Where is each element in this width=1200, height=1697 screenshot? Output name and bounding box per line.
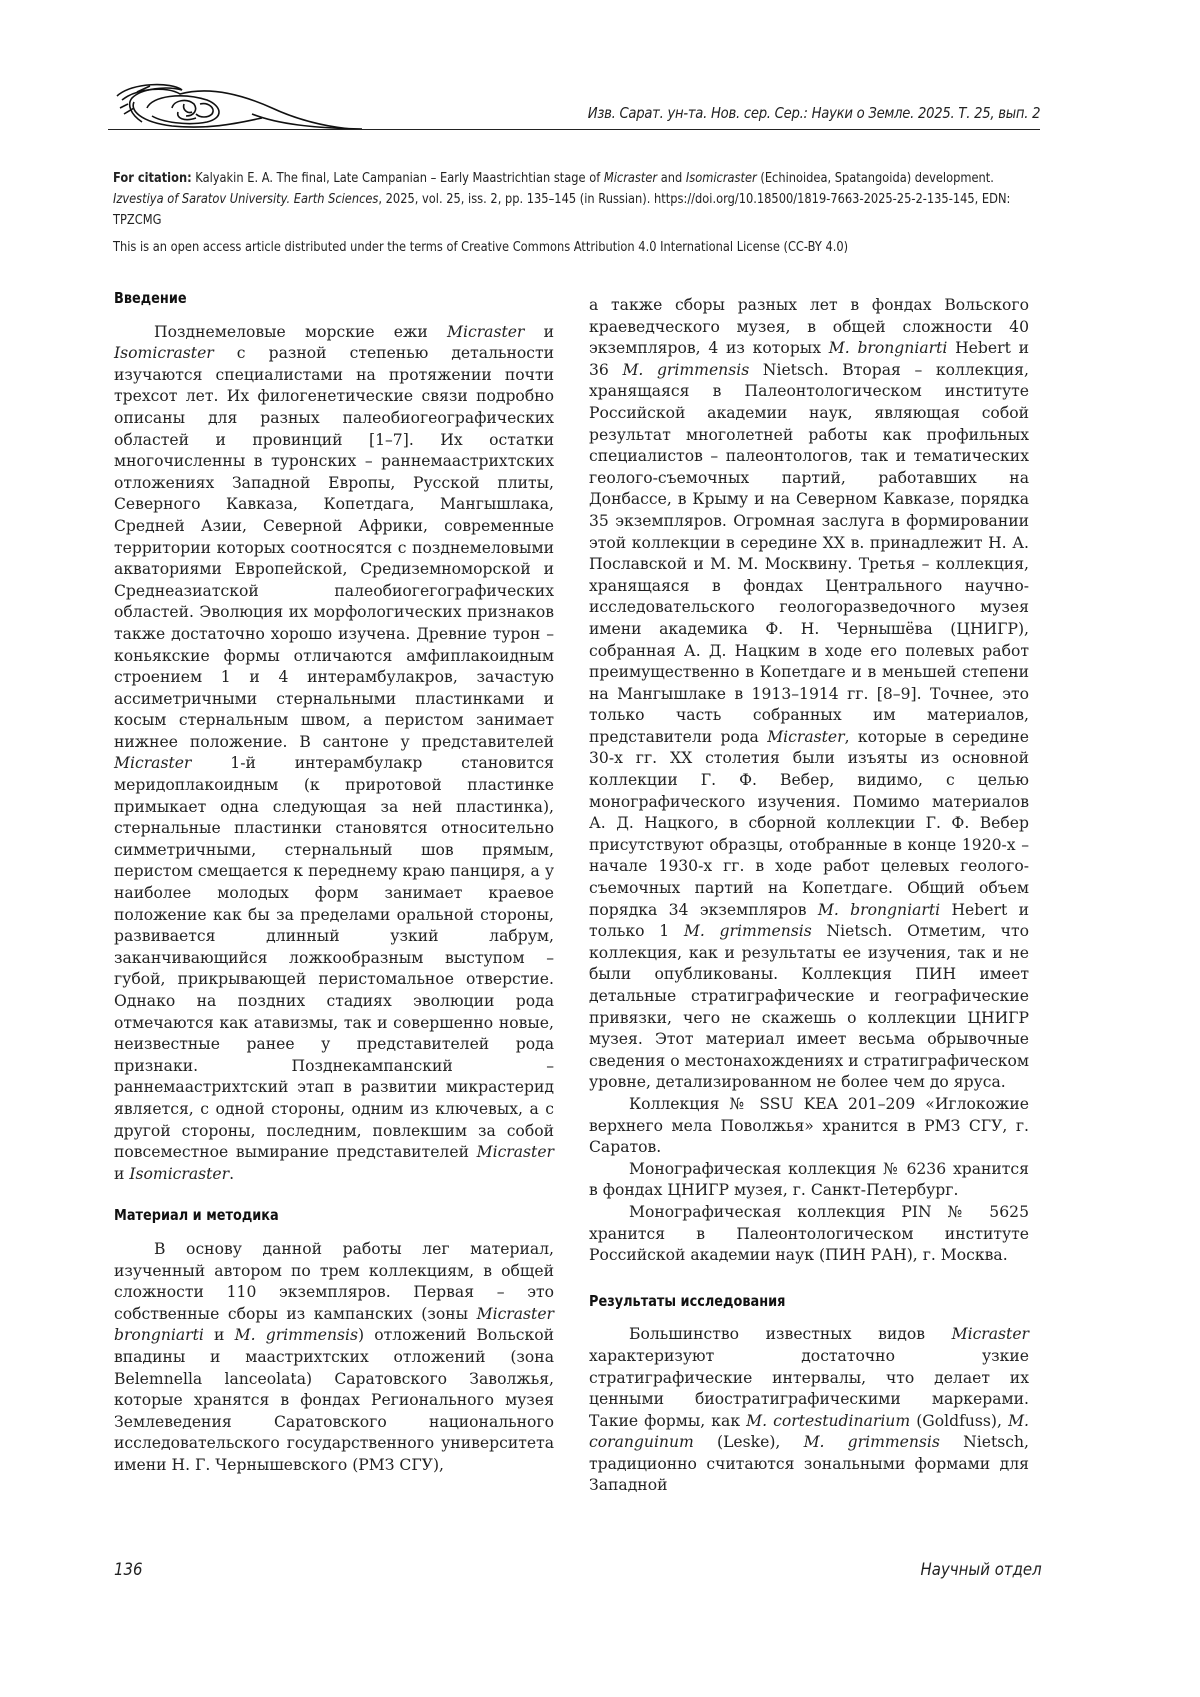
text-run: Большинство известных видов bbox=[629, 1325, 952, 1344]
citation-label: For citation: bbox=[113, 171, 192, 186]
page-header bbox=[108, 78, 1040, 130]
text-run: Hebert и 36 bbox=[589, 339, 1029, 379]
text-run: Hebert и только 1 bbox=[589, 900, 1029, 941]
taxon-name: Micraster brongniarti bbox=[114, 1304, 554, 1345]
text-run: Позднемеловые морские ежи bbox=[154, 322, 447, 341]
citation-genus: Isomicraster bbox=[685, 171, 757, 186]
text-run: и bbox=[114, 1164, 130, 1183]
section-label: Научный отдел bbox=[920, 1560, 1042, 1580]
ornament-logo-icon bbox=[112, 78, 362, 130]
taxon-name: M. cortestudinarium bbox=[746, 1411, 911, 1430]
text-run: . bbox=[229, 1164, 235, 1183]
taxon-name: M. coranguinum bbox=[589, 1411, 1029, 1452]
taxon-name: Micraster bbox=[767, 727, 845, 746]
results-paragraph bbox=[589, 1324, 1029, 1497]
collection-note: Монографическая коллекция PIN № 5625 хранится в Палеонтологическом институте Российской академии наук (ПИН РАН), г. Москва. bbox=[589, 1202, 1029, 1265]
text-run: , которые в середине 30-х гг. XX столетия были изъяты из основной коллекции Г. Ф. Вебер, видимо, с целью монографического изучения. Помимо материалов А. Д. Нацкого, в сборной коллекции Г. Ф. Вебер присутствуют образцы, отобранные в конце 1920-х – начале 1930-х гг. в ходе работ целевых геолого-съемочных партий на Копетдаге. Общий объем порядка 34 экземпляров bbox=[589, 727, 1029, 919]
taxon-name: Micraster bbox=[476, 1143, 554, 1162]
text-run: и bbox=[203, 1326, 235, 1345]
taxon-name: Micraster bbox=[447, 322, 525, 341]
text-run: 1-й интерамбулакр становится меридоплакоидным (к приротовой пластинке примыкает одна следующая за ней пластинка), стернальные пластинки становятся относительно симметричными, стернальный шов прямым, перистом смещается к переднему краю панциря, а у наиболее молодых форм занимает краевое положение как бы за пределами оральной стороны, развивается длинный узкий лабрум, заканчивающийся ложкообразным выступом – губой, прикрывающей перистомальное отверстие. Однако на поздних стадиях эволюции рода отмечаются как атавизмы, так и совершенно новые, неизвестные ранее у представителей рода признаки. Позднекампанский – раннемаастрихтский этап в развитии микрастерид является, с одной стороны, одним из ключевых, а с другой стороны, последним, повлекшим за собой повсеместное вымирание представителей bbox=[114, 754, 554, 1162]
citation-journal: Izvestiya of Saratov University. Earth Sciences bbox=[113, 192, 379, 207]
citation-doi-text[interactable]: , 2025, vol. 25, iss. 2, pp. 135–145 (in Russian). https://doi.org/10.18500/1819-7663-2025-25-2-135-145, EDN: TPZCMG bbox=[113, 192, 1011, 228]
citation-text: Kalyakin E. A. The final, Late Campanian – Early Maastrichtian stage of bbox=[191, 171, 604, 186]
taxon-name: Isomicraster bbox=[129, 1164, 230, 1183]
text-run: а также сборы разных лет в фондах Вольского краеведческого музея, в общей сложности 40 экземпляров, 4 из которых bbox=[589, 296, 1029, 358]
text-run: (Goldfuss), bbox=[910, 1411, 1009, 1430]
text-run: (Leske), bbox=[693, 1433, 804, 1452]
section-heading-intro: Введение bbox=[114, 289, 187, 307]
text-run: и bbox=[524, 322, 554, 341]
text-run: ) отложений Вольской впадины и маастрихтских отложений (зона Belemnella lanceolata) Саратовского Заволжья, которые хранятся в фондах Регионального музея Землеведения Саратовского национального исследовательского государственного университета имени Н. Г. Чернышевского (РМЗ СГУ), bbox=[114, 1326, 554, 1474]
taxon-name: Micraster bbox=[114, 754, 192, 773]
taxon-name: Isomicraster bbox=[114, 344, 214, 363]
citation-block bbox=[113, 168, 1043, 231]
taxon-name: M. grimmensis bbox=[803, 1433, 940, 1452]
methods-paragraph-continued bbox=[589, 295, 1029, 1094]
header-rule bbox=[108, 129, 1040, 131]
taxon-name: Micraster bbox=[951, 1325, 1029, 1344]
page-number: 136 bbox=[114, 1560, 143, 1580]
citation-text: and bbox=[657, 171, 686, 186]
text-run: характеризуют достаточно узкие стратиграфические интервалы, что делает их ценными биостратиграфическими маркерами. Такие формы, как bbox=[589, 1346, 1029, 1430]
collection-note: Монографическая коллекция № 6236 хранится в фондах ЦНИГР музея, г. Санкт-Петербург. bbox=[589, 1159, 1029, 1200]
taxon-name: M. grimmensis bbox=[622, 360, 750, 379]
text-run: Nietsch, традиционно считаются зональными формами для Западной bbox=[589, 1433, 1029, 1495]
text-run: Nietsch. Вторая – коллекция, хранящаяся в Палеонтологическом институте Российской академии наук, являющая собой результат многолетней работы как профильных специалистов – палеонтологов, так и тематических геолого-съемочных партий, работавших на Донбассе, в Крыму и на Северном Кавказе, порядка 35 экземпляров. Огромная заслуга в формировании этой коллекции в середине XX в. принадлежит Н. А. Пославской и М. М. Москвину. Третья – коллекция, хранящаяся в фондах Центрального научно-исследовательского геологоразведочного музея имени академика Ф. Н. Чернышёва (ЦНИГР), собранная А. Д. Нацким в ходе его полевых работ преимущественно в Копетдаге и в меньшей степени на Мангышлаке в 1913–1914 гг. [8–9]. Точнее, это только часть собранных им материалов, представители рода bbox=[589, 360, 1029, 746]
text-run: В основу данной работы лег материал, изученный автором по трем коллекциям, в общей сложности 110 экземпляров. Первая – это собственные сборы из кампанских (зоны bbox=[114, 1239, 554, 1323]
methods-paragraph bbox=[114, 1239, 554, 1477]
open-access-notice: This is an open access article distributed under the terms of Creative Commons Attribution 4.0 International License (CC-BY 4.0) bbox=[113, 240, 849, 255]
left-column bbox=[114, 288, 554, 1476]
section-heading-methods: Материал и методика bbox=[114, 1206, 279, 1225]
text-run: Nietsch. Отметим, что коллекция, как и результаты ее изучения, так и не были опубликованы. Коллекция ПИН имеет детальные стратиграфические и географические привязки, чего не скажешь о коллекции ЦНИГР музея. Этот материал имеет весьма обрывочные сведения о местонахождениях и стратиграфическом уровне, детализированном не более чем до яруса. bbox=[589, 922, 1029, 1092]
right-column bbox=[589, 295, 1029, 1497]
text-run: с разной степенью детальности изучаются специалистами на протяжении почти трехсот лет. Их филогенетические связи подробно описаны для разных палеобиогеографических областей и провинций [1–7]. Их остатки многочисленны в туронских – раннемаастрихтских отложениях Западной Европы, Русской плиты, Северного Кавказа, Копетдага, Мангышлака, Средней Азии, Северной Африки, современные территории которых соотносятся с позднемеловыми акваториями Европейской, Средиземноморской и Среднеазиатской палеобиогегографических областей. Эволюция их морфологических признаков также достаточно хорошо изучена. Древние турон – коньякские формы отличаются амфиплакоидным строением 1 и 4 интерамбулакров, зачастую ассиметричными стернальными пластинками и косым стернальным швом, а перистом занимает нижнее положение. В сантоне у представителей bbox=[114, 344, 554, 751]
taxon-name: M. grimmensis bbox=[234, 1326, 358, 1345]
section-heading-results: Результаты исследования bbox=[589, 1291, 786, 1310]
citation-text: (Echinoidea, Spatangoida) development. bbox=[756, 171, 994, 186]
running-title: Изв. Сарат. ун-та. Нов. сер. Сер.: Науки о Земле. 2025. Т. 25, вып. 2 bbox=[587, 104, 1040, 122]
taxon-name: M. brongniarti bbox=[817, 900, 941, 919]
taxon-name: M. grimmensis bbox=[683, 922, 812, 941]
taxon-name: M. brongniarti bbox=[828, 339, 948, 358]
intro-paragraph bbox=[114, 322, 554, 1186]
citation-genus: Micraster bbox=[603, 171, 658, 186]
collection-note: Коллекция № SSU KEA 201–209 «Иглокожие верхнего мела Поволжья» хранится в РМЗ СГУ, г. Саратов. bbox=[589, 1094, 1029, 1157]
